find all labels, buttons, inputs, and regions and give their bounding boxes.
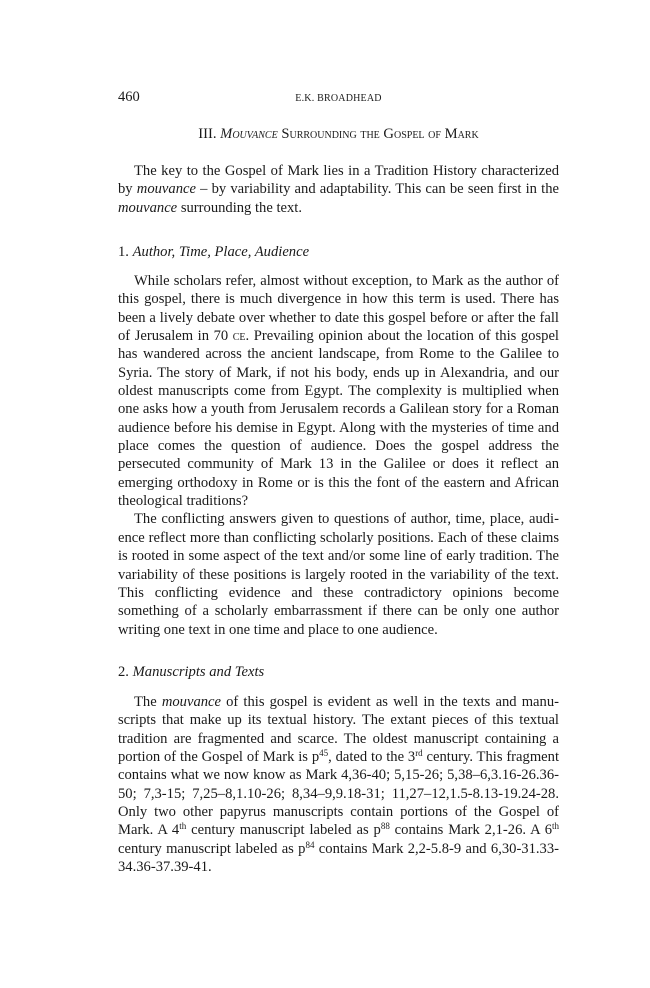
text-run: , dated to the 3 [328,749,416,766]
section-numeral: III. [198,126,217,142]
subsection-1-body [118,272,559,639]
italic-term: mouvance [118,199,178,216]
text-run: contains Mark 2,1-26. A 6 [389,822,552,839]
section-title-italic: Mouvance [220,126,278,142]
italic-term: mouvance [161,694,221,710]
superscript: 84 [305,839,315,850]
text-run: – by variability and adaptability. This can be seen first in the [195,181,559,198]
text-run: . Prevailing opinion about the location of this gospel has wandered across the ancient landscape, from Rome to the Galilee to Syria. The story of Mark, if not his body, ends up in Alexandria, and our oldest manuscripts come from Egypt. The complexity is multiplied when one asks how a youth from Jerusalem records a Galilean story for a Roman audience before his demise in Egypt. Along with the mysteries of time and place comes the question of audience. Does the gospel address the persecuted community of Mark 13 in the Galilee or does it reflect an emerging orthodoxy in Rome or is this the font of the eastern and African theological traditions? [118,328,559,510]
page-number: 460 [118,89,140,105]
era-abbrev: ce [232,328,246,345]
superscript: rd [415,748,423,759]
intro-paragraph [118,162,559,217]
text-run: surrounding the text. [177,199,303,216]
superscript: 45 [319,748,329,759]
text-run: century manuscript labeled as p [186,822,381,839]
superscript: 88 [380,821,390,832]
subsection-number: 2. [118,664,129,680]
intro-paragraph-block [118,162,559,217]
running-head: E.K. BROADHEAD [295,93,382,104]
italic-term: mouvance [136,181,196,198]
text-run: century manuscript labeled as p [118,840,306,857]
body-paragraph [118,272,559,510]
subsection-2-body [118,693,559,876]
subsection-heading-1 [118,243,559,261]
body-paragraph [118,693,559,876]
section-title-rest: Surrounding the Gospel of Mark [281,126,479,142]
text-run: The key to the Gospel of Mark lies in a Tradition History characterized by [118,163,559,198]
text-run: century. This fragment contains what we now know as Mark 4,36-40; 5,15-26; 5,38–6,3.16-26.36-50; 7,3-15; 7,25–8,1.10-26; 8,34–9,9.18-31; 11,27–12,1.5-8.13-19.24-28. Only two other papyrus manuscripts contain portions of the Gospel of Mark. A 4 [118,749,560,839]
subsection-number: 1. [118,244,129,260]
subsection-heading-2 [118,663,559,681]
subsection-title: Author, Time, Place, Audience [132,244,310,260]
superscript: th [179,821,187,832]
section-title [118,126,559,143]
subsection-title: Manuscripts and Texts [132,664,265,680]
text-run: The [134,694,162,710]
text-run: While scholars refer, almost without exception, to Mark as the author of this gospel, there is much divergence in how this term is used. There has been a lively debate over whether to date this gospel before or after the fall of Jerusalem in 70 [118,273,559,345]
body-paragraph: The conflicting answers given to questions of author, time, place, audience reflect more than conflicting scholarly positions. Each of these claims is rooted in some aspect of the text and/or some line of early tradition. The variability of these positions is largely rooted in the variability of the text. This conflicting evidence and these contradictory opinions become something of a scholarly embarrassment if there can be only one author writing one text in one time and place to one audience. [118,511,559,638]
superscript: th [552,821,560,832]
text-run: of this gospel is evident as well in the texts and manuscripts that make up its textual history. The extant pieces of this textual tradition are fragmented and scarce. The oldest manuscript containing a portion of the Gospel of Mark is p [118,694,559,766]
text-run: contains Mark 2,2-5.8-9 and 6,30-31.33-34.36-37.39-41. [118,840,559,876]
page-header [118,89,559,109]
